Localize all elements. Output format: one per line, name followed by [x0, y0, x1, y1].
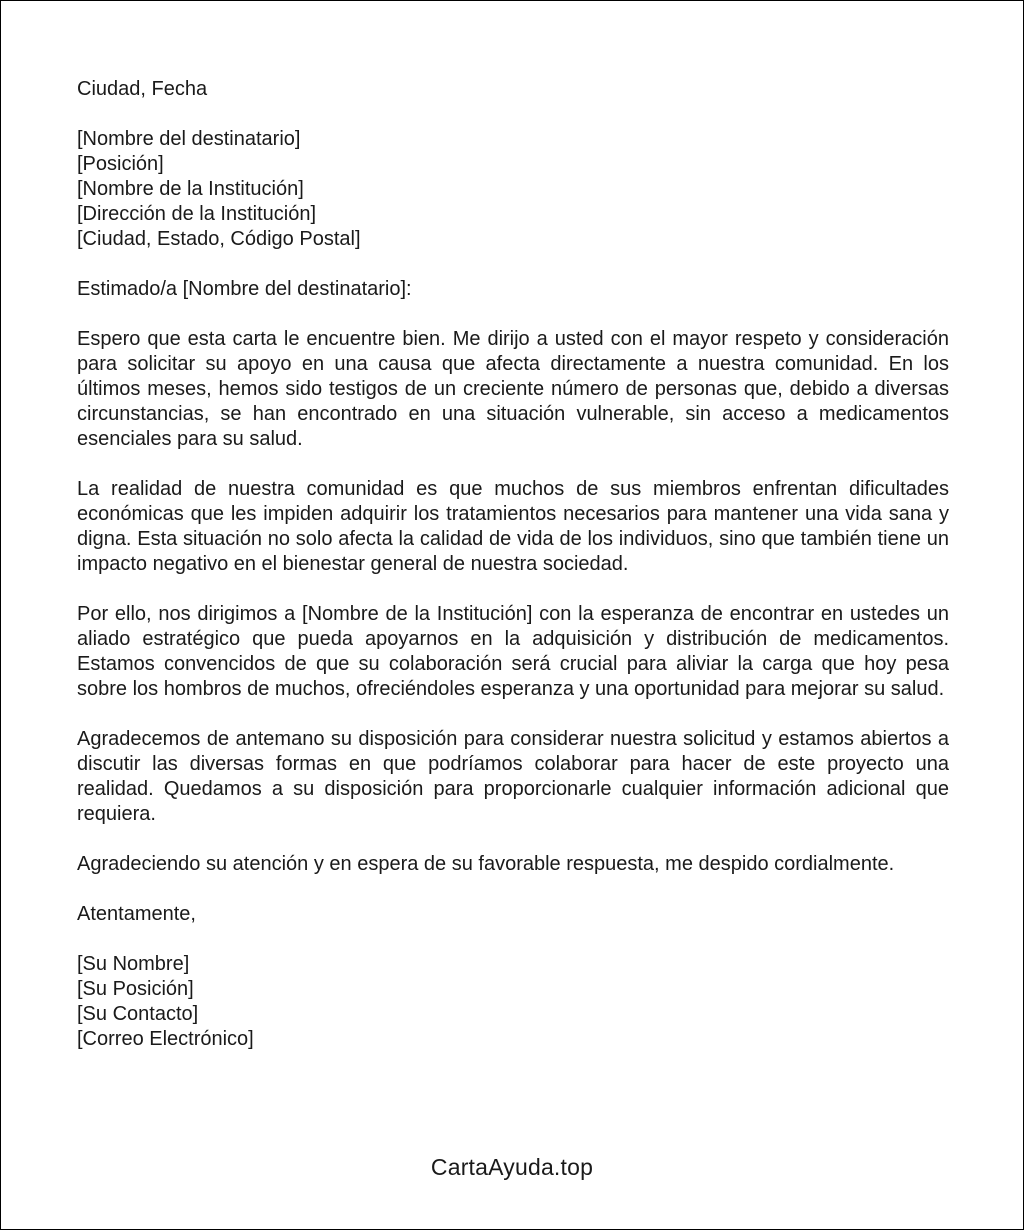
signature-name: [Su Nombre] [77, 953, 190, 975]
recipient-institution: [Nombre de la Institución] [77, 178, 304, 200]
paragraph-farewell: Agradeciendo su atención y en espera de su favorable respuesta, me despido cordialmente. [77, 853, 895, 875]
paragraph-request: Por ello, nos dirigimos a [Nombre de la Institución] con la esperanza de encontrar en ustedes un aliado estratégico que pueda apoyarnos en la adquisición y distribución de medicamentos. Estamos convencidos de que su colaboración será crucial para aliviar la carga que hoy pesa sobre los hombros de muchos, ofreciéndoles esperanza y una oportunidad para mejorar su salud. [77, 603, 949, 700]
closing [77, 902, 949, 927]
signature-block [77, 952, 949, 1052]
place-date-text: Ciudad, Fecha [77, 78, 208, 100]
recipient-institution-address: [Dirección de la Institución] [77, 203, 317, 225]
footer-site: CartaAyuda.top [430, 1154, 594, 1180]
paragraph-intro: Espero que esta carta le encuentre bien. Me dirijo a usted con el mayor respeto y consideración para solicitar su apoyo en una causa que afecta directamente a nuestra comunidad. En los últimos meses, hemos sido testigos de un creciente número de personas que, debido a diversas circunstancias, se han encontrado en una situación vulnerable, sin acceso a medicamentos esenciales para su salud. [77, 328, 949, 450]
place-date [77, 77, 949, 102]
signature-contact: [Su Contacto] [77, 1003, 199, 1025]
signature-email: [Correo Electrónico] [77, 1028, 254, 1050]
recipient-name: [Nombre del destinatario] [77, 128, 301, 150]
recipient-position: [Posición] [77, 153, 164, 175]
greeting-text: Estimado/a [Nombre del destinatario]: [77, 278, 412, 300]
closing-text: Atentamente, [77, 903, 196, 925]
letter-body [77, 77, 949, 1077]
recipient-address [77, 127, 949, 252]
recipient-city-state-zip: [Ciudad, Estado, Código Postal] [77, 228, 361, 250]
paragraph-reality: La realidad de nuestra comunidad es que muchos de sus miembros enfrentan dificultades económicas que les impiden adquirir los tratamientos necesarios para mantener una vida sana y digna. Esta situación no solo afecta la calidad de vida de los individuos, sino que también tiene un impacto negativo en el bienestar general de nuestra sociedad. [77, 478, 949, 575]
signature-position: [Su Posición] [77, 978, 194, 1000]
paragraph-thanks: Agradecemos de antemano su disposición para considerar nuestra solicitud y estamos abiertos a discutir las diversas formas en que podríamos colaborar para hacer de este proyecto una realidad. Quedamos a su disposición para proporcionarle cualquier información adicional que requiera. [77, 728, 949, 825]
greeting [77, 277, 949, 302]
